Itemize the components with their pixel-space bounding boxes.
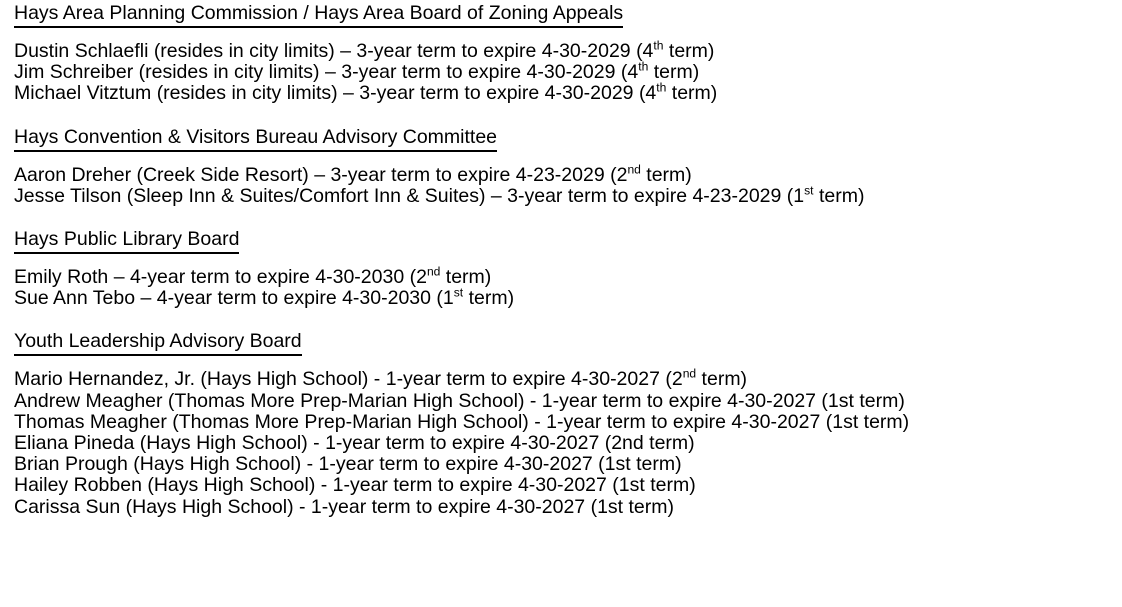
ordinal-suffix: th <box>638 59 649 74</box>
member-text-before-ordinal: Brian Prough (Hays High School) - 1-year term to expire 4-30-2027 (1st term) <box>14 453 682 476</box>
member-appointment-line <box>14 497 1122 518</box>
board-section <box>14 0 1122 124</box>
member-appointment-line <box>14 59 1122 84</box>
section-heading-row <box>14 124 1122 154</box>
member-text-before-ordinal: Michael Vitztum (resides in city limits) – 3-year term to expire 4-30-2029 (4 <box>14 82 657 105</box>
member-appointment-line <box>14 454 1122 475</box>
member-appointment-line <box>14 366 1122 391</box>
ordinal-suffix: th <box>653 38 664 53</box>
member-text-before-ordinal: Thomas Meagher (Thomas More Prep-Marian High School) - 1-year term to expire 4-30-2027 (1st term) <box>14 410 910 433</box>
member-appointment-line <box>14 38 1122 62</box>
section-heading-row <box>14 0 1122 30</box>
member-list <box>14 38 1122 105</box>
member-appointment-line <box>14 80 1122 105</box>
section-heading-row <box>14 328 1122 358</box>
section-heading-row <box>14 226 1122 256</box>
member-text-before-ordinal: Jim Schreiber (resides in city limits) – 3-year term to expire 4-30-2029 (4 <box>14 61 639 84</box>
section-heading: Hays Convention & Visitors Bureau Advisory Committee <box>14 124 497 152</box>
member-text-after-ordinal: term) <box>663 40 715 62</box>
member-text-before-ordinal: Dustin Schlaefli (resides in city limits) – 3-year term to expire 4-30-2029 (4 <box>14 40 654 62</box>
member-appointment-line <box>14 391 1122 412</box>
section-heading: Hays Area Planning Commission / Hays Area Board of Zoning Appeals <box>14 0 623 28</box>
member-text-after-ordinal: term) <box>640 163 692 186</box>
ordinal-suffix: st <box>453 285 464 300</box>
member-appointment-line <box>14 475 1122 496</box>
section-heading: Hays Public Library Board <box>14 226 239 254</box>
member-appointment-line <box>14 412 1122 433</box>
section-spacer <box>14 207 1122 226</box>
ordinal-suffix: nd <box>426 264 441 279</box>
member-text-before-ordinal: Eliana Pineda (Hays High School) - 1-year term to expire 4-30-2027 (2nd term) <box>14 432 695 455</box>
section-spacer <box>14 309 1122 328</box>
member-text-after-ordinal: term) <box>440 266 492 289</box>
member-text-before-ordinal: Andrew Meagher (Thomas More Prep-Marian High School) - 1-year term to expire 4-30-2027 (1st term) <box>14 389 905 412</box>
section-spacer <box>14 105 1122 124</box>
member-appointment-line <box>14 264 1122 289</box>
board-section <box>14 226 1122 328</box>
member-list <box>14 366 1122 518</box>
ordinal-suffix: st <box>804 183 814 198</box>
member-text-after-ordinal: term) <box>813 184 865 207</box>
member-appointment-line <box>14 433 1122 454</box>
member-text-before-ordinal: Sue Ann Tebo – 4-year term to expire 4-30-2030 (1 <box>14 287 454 310</box>
ordinal-suffix: th <box>656 80 667 95</box>
member-appointment-line <box>14 285 1122 310</box>
member-text-before-ordinal: Mario Hernandez, Jr. (Hays High School) - 1-year term to expire 4-30-2027 (2 <box>14 368 683 391</box>
member-text-after-ordinal: term) <box>463 287 515 310</box>
board-section <box>14 124 1122 226</box>
member-appointment-line <box>14 183 1122 207</box>
member-text-before-ordinal: Hailey Robben (Hays High School) - 1-year term to expire 4-30-2027 (1st term) <box>14 474 696 497</box>
ordinal-suffix: nd <box>627 162 641 177</box>
member-list <box>14 162 1122 207</box>
member-list <box>14 264 1122 310</box>
member-text-before-ordinal: Carissa Sun (Hays High School) - 1-year term to expire 4-30-2027 (1st term) <box>14 495 674 518</box>
board-section <box>14 328 1122 517</box>
member-text-before-ordinal: Aaron Dreher (Creek Side Resort) – 3-year term to expire 4-23-2029 (2 <box>14 163 628 186</box>
member-text-after-ordinal: term) <box>666 82 718 105</box>
section-heading: Youth Leadership Advisory Board <box>14 328 302 356</box>
member-text-after-ordinal: term) <box>648 61 700 84</box>
member-appointment-line <box>14 162 1122 186</box>
member-text-before-ordinal: Emily Roth – 4-year term to expire 4-30-2030 (2 <box>14 266 427 289</box>
member-text-after-ordinal: term) <box>696 368 748 391</box>
ordinal-suffix: nd <box>682 366 697 381</box>
member-text-before-ordinal: Jesse Tilson (Sleep Inn & Suites/Comfort Inn & Suites) – 3-year term to expire 4-23-2029 (1 <box>14 184 805 207</box>
